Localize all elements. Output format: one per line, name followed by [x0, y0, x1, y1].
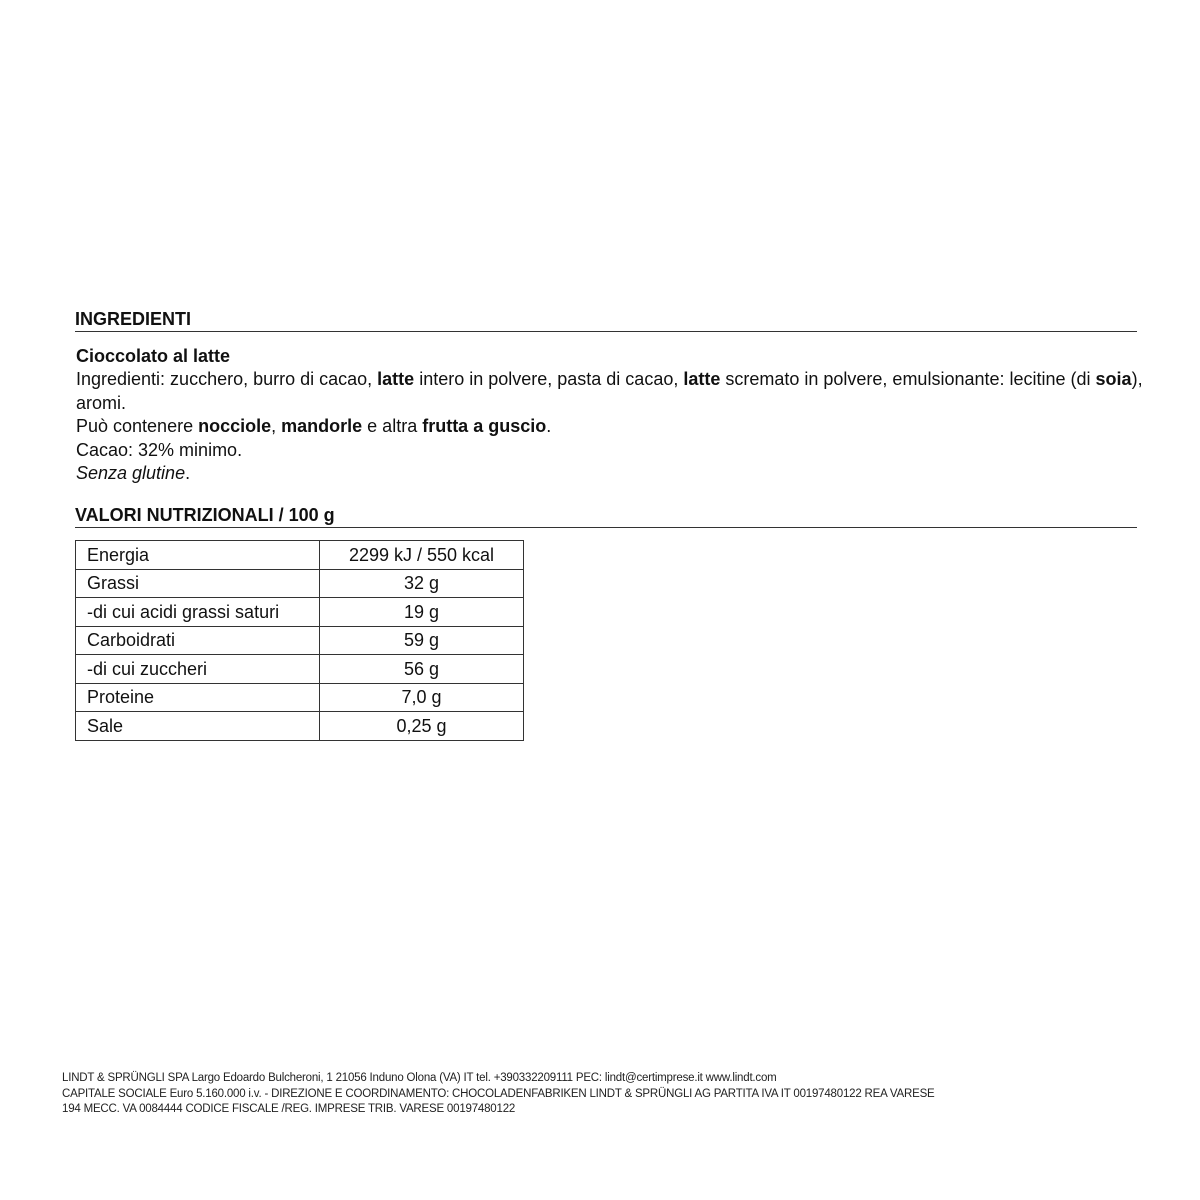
gluten-free-text: Senza glutine — [76, 463, 186, 484]
nutrient-label: -di cui acidi grassi saturi — [76, 598, 320, 627]
nutrient-label: Proteine — [76, 683, 320, 712]
nutrition-heading: VALORI NUTRIZIONALI / 100 g — [75, 504, 1137, 528]
footer-line: CAPITALE SOCIALE Euro 5.160.000 i.v. - DIREZIONE E COORDINAMENTO: CHOCOLADENFABRIKEN LINDT & SPRÜNGLI AG PARTITA IVA IT 00197480122 REA VARESE — [62, 1087, 935, 1100]
text-segment: Può contenere — [76, 416, 199, 437]
ingredients-heading: INGREDIENTI — [75, 308, 1137, 332]
nutrient-value: 56 g — [320, 655, 524, 684]
table-row — [76, 598, 524, 627]
table-row — [76, 712, 524, 741]
company-footer — [62, 1071, 1162, 1118]
table-row — [76, 683, 524, 712]
ingredients-block — [76, 345, 1146, 485]
nutrient-label: Energia — [76, 541, 320, 570]
text-segment: , — [271, 416, 282, 437]
text-segment: Ingredienti: zucchero, burro di cacao, — [76, 369, 378, 390]
text-segment: intero in polvere, pasta di cacao, — [414, 369, 684, 390]
nutrient-label: Sale — [76, 712, 320, 741]
text-segment: . — [546, 416, 552, 437]
allergen-word: mandorle — [281, 416, 363, 437]
table-row — [76, 626, 524, 655]
allergen-word: frutta a guscio — [422, 416, 547, 437]
nutrition-table — [75, 540, 524, 741]
nutrient-value: 19 g — [320, 598, 524, 627]
ingredients-list — [76, 368, 1146, 415]
nutrient-value: 7,0 g — [320, 683, 524, 712]
footer-line: 194 MECC. VA 0084444 CODICE FISCALE /REG. IMPRESE TRIB. VARESE 00197480122 — [62, 1103, 516, 1115]
text-segment: scremato in polvere, emulsionante: lecitine (di — [720, 369, 1096, 390]
nutrient-value: 2299 kJ / 550 kcal — [320, 541, 524, 570]
allergen-word: latte — [683, 369, 721, 390]
text-segment: e altra — [362, 416, 423, 437]
nutrient-label: Carboidrati — [76, 626, 320, 655]
nutrient-value: 32 g — [320, 569, 524, 598]
allergen-word: latte — [377, 369, 415, 390]
cocoa-content: Cacao: 32% minimo. — [76, 439, 243, 460]
text-segment: ), aromi. — [76, 369, 1143, 413]
table-row — [76, 541, 524, 570]
table-row — [76, 655, 524, 684]
allergen-warning — [76, 415, 1146, 438]
gluten-free-period: . — [185, 463, 191, 484]
allergen-word: soia — [1095, 369, 1132, 390]
nutrient-value: 59 g — [320, 626, 524, 655]
nutrient-value: 0,25 g — [320, 712, 524, 741]
allergen-word: nocciole — [198, 416, 272, 437]
gluten-free-note — [76, 462, 1146, 485]
nutrient-label: -di cui zuccheri — [76, 655, 320, 684]
footer-line: LINDT & SPRÜNGLI SPA Largo Edoardo Bulcheroni, 1 21056 Induno Olona (VA) IT tel. +390332209111 PEC: lindt@certimprese.it www.lindt.com — [62, 1072, 777, 1084]
table-row — [76, 569, 524, 598]
product-name: Cioccolato al latte — [76, 346, 231, 366]
nutrient-label: Grassi — [76, 569, 320, 598]
